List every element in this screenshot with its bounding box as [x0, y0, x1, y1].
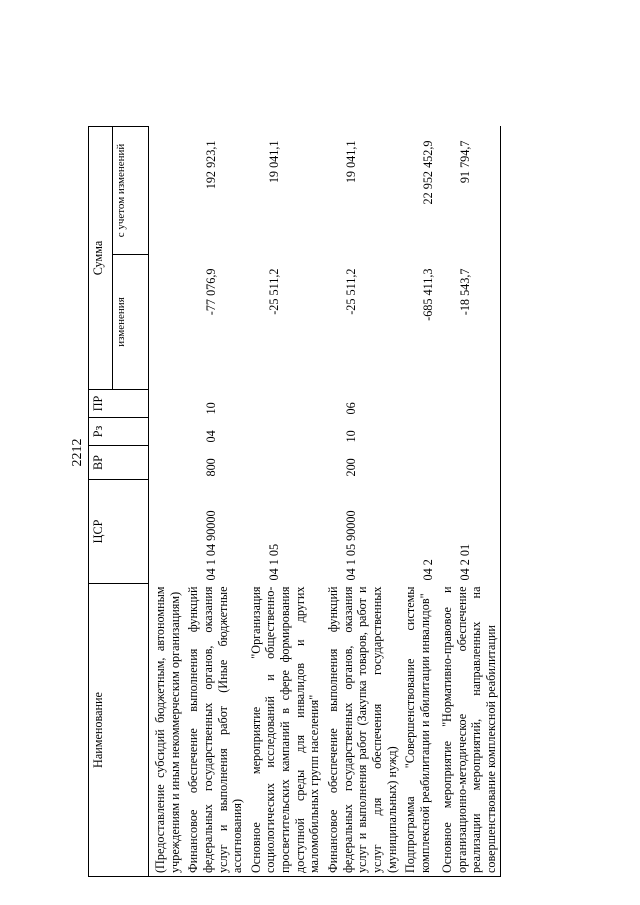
budget-table — [88, 126, 501, 877]
row-csr: 04 1 05 — [266, 543, 281, 581]
row-rz — [438, 418, 501, 446]
row-pr — [438, 390, 501, 418]
header-pr: ПР — [89, 390, 149, 418]
row-pr: 06 — [344, 402, 359, 415]
row-vr — [438, 446, 501, 480]
row-name: Основное мероприятие "Организация социологических исследований и общественно-просветительских кампаний в сфере формирования доступной среды для инвалидов и других маломобильных групп населения" — [247, 584, 324, 877]
row-rz — [247, 418, 324, 446]
header-changes: изменения — [113, 255, 149, 390]
row-csr: 04 2 — [421, 559, 436, 581]
row-change: -25 511,2 — [266, 268, 281, 315]
table-row — [149, 127, 185, 877]
header-rz: Рз — [89, 418, 149, 446]
row-total: 91 794,7 — [438, 127, 501, 255]
table-row — [401, 127, 438, 877]
row-change: -685 411,3 — [421, 268, 436, 321]
header-csr: ЦСР — [89, 480, 149, 584]
page-number: 2212 — [70, 438, 85, 467]
row-name: Основное мероприятие "Нормативно-правовое и организационно-методическое обеспечение реализации мероприятий, направленных на совершенствование комплексной реабилитации — [438, 584, 501, 877]
row-total — [149, 127, 185, 255]
row-name: (Предоставление субсидий бюджетным, автономным учреждениям и иным некоммерческим организациям) — [149, 584, 185, 877]
row-name: Подпрограмма "Совершенствование системы комплексной реабилитации и абилитации инвалидов" — [401, 584, 438, 877]
row-name: Финансовое обеспечение выполнения функций федеральных государственных органов, оказания услуг и выполнения работ (Иные бюджетные ассигнования) — [184, 584, 247, 877]
row-rz — [149, 418, 185, 446]
row-vr: 800 — [204, 458, 219, 477]
header-sum: Сумма — [89, 127, 113, 390]
row-csr: 04 2 01 — [438, 480, 501, 584]
row-change: -77 076,9 — [204, 268, 219, 316]
table-row — [247, 127, 324, 877]
row-pr — [247, 390, 324, 418]
table-row — [184, 127, 247, 877]
row-csr: 04 1 04 90000 — [204, 510, 219, 581]
row-vr: 200 — [344, 458, 359, 477]
row-change: -25 511,2 — [344, 268, 359, 315]
row-total: 19 041,1 — [344, 140, 359, 184]
table-row — [324, 127, 401, 877]
row-change — [149, 255, 185, 390]
row-pr — [149, 390, 185, 418]
header-with-changes: с учетом изменений — [113, 127, 149, 255]
row-total: 22 952 452,9 — [421, 140, 436, 205]
row-change: -18 543,7 — [438, 255, 501, 390]
row-pr — [401, 390, 438, 418]
row-rz: 04 — [204, 430, 219, 443]
header-name: Наименование — [89, 584, 149, 877]
header-vr: ВР — [89, 446, 149, 480]
row-vr — [401, 446, 438, 480]
row-total: 19 041,1 — [266, 140, 281, 184]
row-csr — [149, 480, 185, 584]
row-name: Финансовое обеспечение выполнения функций федеральных государственных органов, оказания услуг и выполнения работ (Закупка товаров, работ и услуг для обеспечения государственных (муниципальных) нужд) — [324, 584, 401, 877]
row-total: 192 923,1 — [204, 140, 219, 190]
row-vr — [149, 446, 185, 480]
row-pr: 10 — [204, 402, 219, 415]
row-vr — [247, 446, 324, 480]
row-rz: 10 — [344, 430, 359, 443]
row-rz — [401, 418, 438, 446]
row-csr: 04 1 05 90000 — [344, 510, 359, 581]
table-row — [438, 127, 501, 877]
